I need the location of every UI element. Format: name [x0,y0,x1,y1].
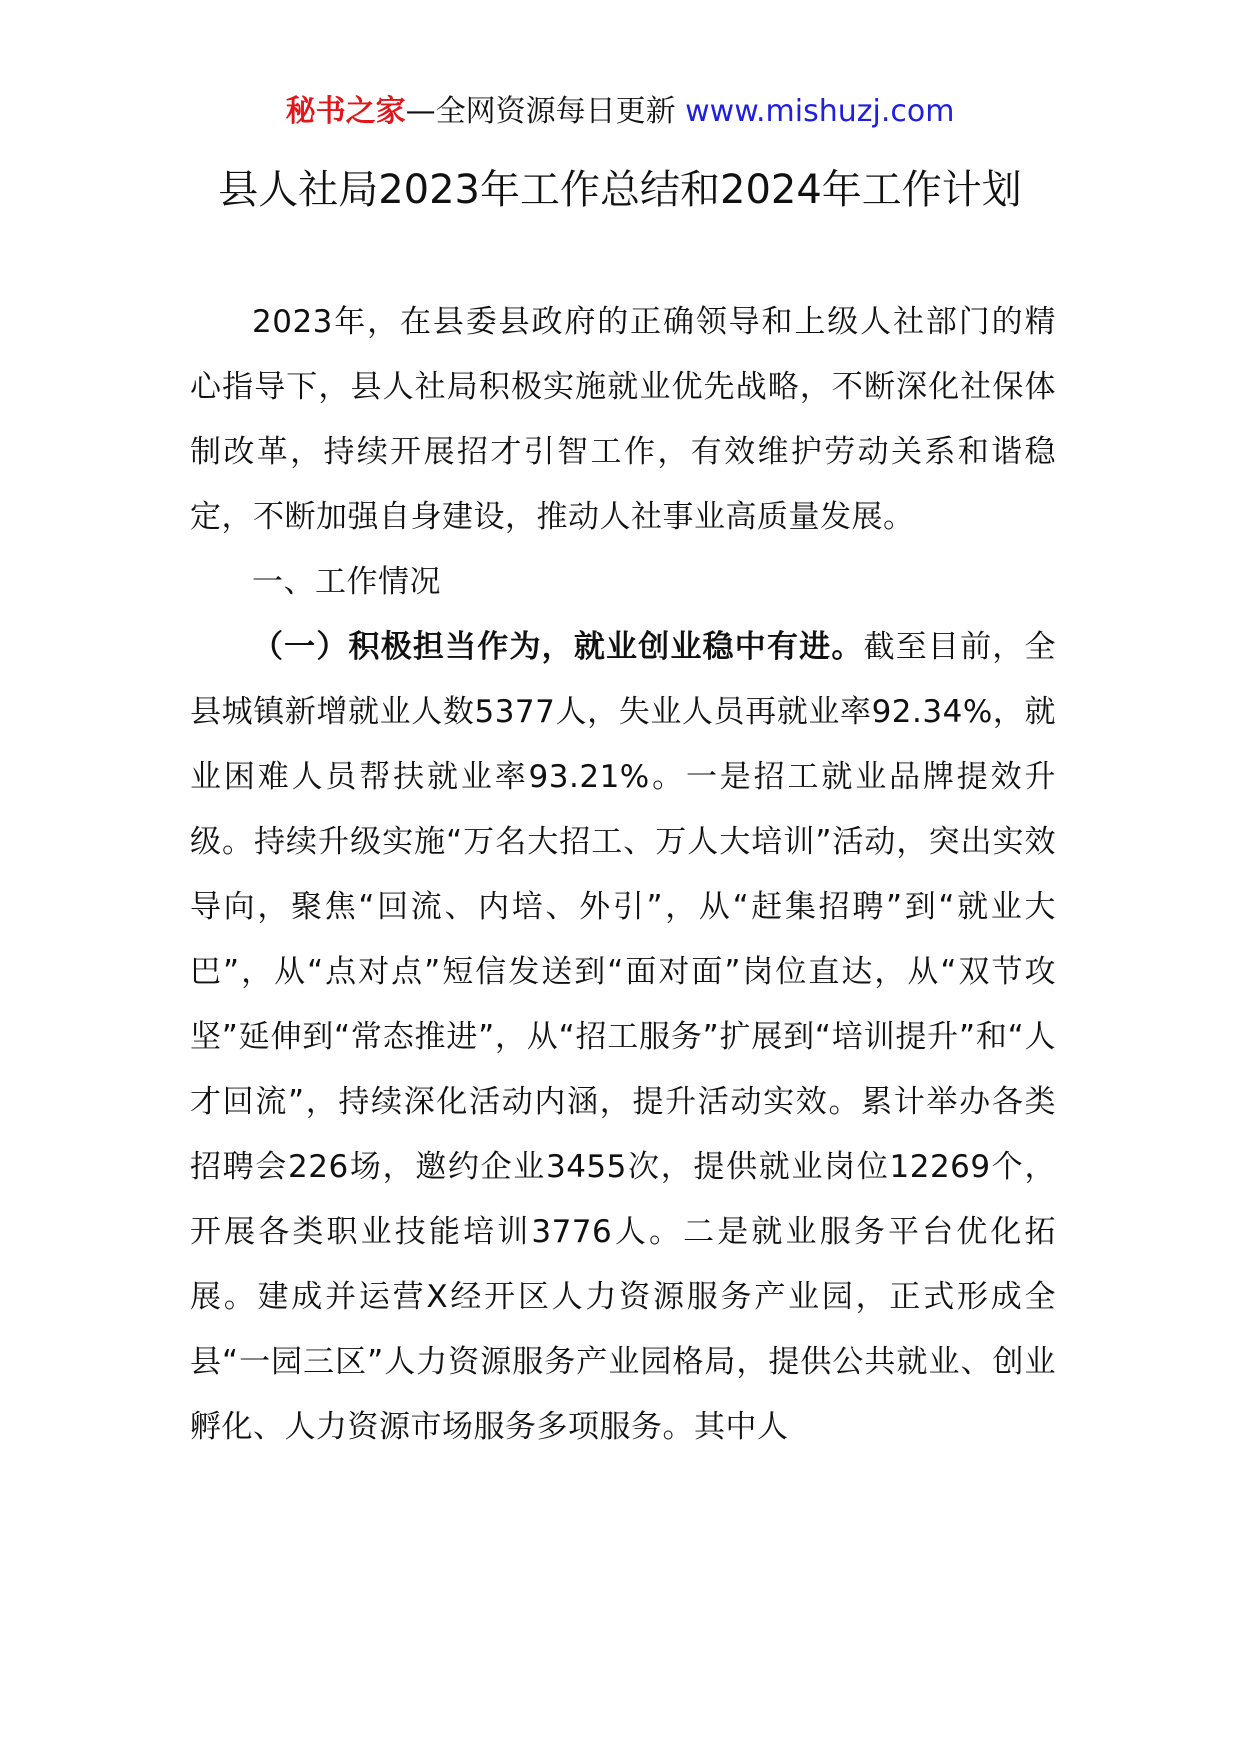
subsection-body: 截至目前，全县城镇新增就业人数5377人，失业人员再就业率92.34%，就业困难人员帮扶就业率93.21%。一是招工就业品牌提效升级。持续升级实施“万名大招工、万人大培训”活动，突出实效导向，聚焦“回流、内培、外引”，从“赶集招聘”到“就业大巴”，从“点对点”短信发送到“面对面”岗位直达，从“双节攻坚”延伸到“常态推进”，从“招工服务”扩展到“培训提升”和“人才回流”，持续深化活动内涵，提升活动实效。累计举办各类招聘会226场，邀约企业3455次，提供就业岗位12269个，开展各类职业技能培训3776人。二是就业服务平台优化拓展。建成并运营X经开区人力资源服务产业园，正式形成全县“一园三区”人力资源服务产业园格局，提供公共就业、创业孵化、人力资源市场服务多项服务。其中人 [190,629,1056,1445]
subsection-heading: （一）积极担当作为，就业创业稳中有进。 [252,629,864,665]
intro-paragraph: 2023年，在县委县政府的正确领导和上级人社部门的精心指导下，县人社局积极实施就业优先战略，不断深化社保体制改革，持续开展招才引智工作，有效维护劳动关系和谐稳定，不断加强自身建设，推动人社事业高质量发展。 [190,304,1056,535]
site-header [0,92,1240,132]
document-title: 县人社局2023年工作总结和2024年工作计划 [218,167,1022,213]
site-link[interactable]: www.mishuzj.com [685,94,955,129]
subsection-paragraph [190,615,1056,1460]
document-body [190,290,1056,1460]
header-tagline: —全网资源每日更新 [405,94,676,129]
section-heading: 一、工作情况 [252,564,441,600]
brand-name: 秘书之家 [285,94,406,129]
